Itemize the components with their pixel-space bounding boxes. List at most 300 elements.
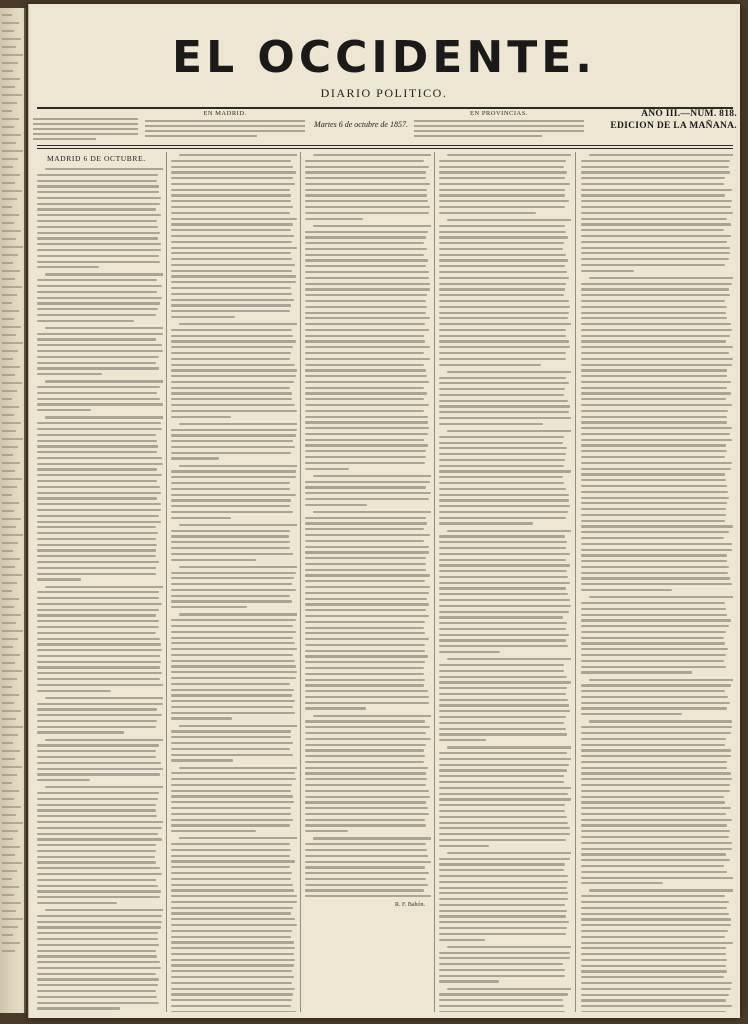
text-line [581, 189, 732, 191]
text-line [581, 970, 727, 972]
text-line [37, 678, 160, 680]
adjacent-page-line [2, 942, 20, 944]
text-line [581, 439, 732, 441]
text-line [581, 543, 732, 545]
text-line [439, 952, 570, 954]
text-line [581, 497, 729, 499]
text-line [581, 749, 731, 751]
text-line [305, 218, 363, 220]
text-line [45, 697, 163, 699]
text-line [439, 845, 489, 847]
text-line [305, 300, 426, 302]
text-line [37, 197, 161, 199]
text-line [305, 801, 426, 803]
subscription-conditions-box [33, 110, 138, 142]
text-line [305, 872, 429, 874]
text-line [581, 637, 724, 639]
text-line [171, 988, 295, 990]
adjacent-page-line [2, 862, 22, 864]
text-line [439, 570, 567, 572]
text-line [305, 855, 428, 857]
text-line [171, 287, 291, 289]
text-line [37, 833, 158, 835]
text-line [171, 275, 296, 277]
adjacent-page-line [2, 310, 19, 312]
text-line [581, 772, 731, 774]
text-line [305, 609, 426, 611]
text-line [171, 200, 291, 202]
text-line [37, 643, 161, 645]
text-line [37, 445, 158, 447]
text-line [305, 534, 430, 536]
text-line [439, 335, 566, 337]
text-line [171, 252, 291, 254]
text-line [581, 942, 733, 944]
text-line [45, 416, 163, 418]
text-line [313, 154, 431, 156]
text-line [37, 403, 163, 405]
text-line [171, 959, 295, 961]
text-line [171, 795, 293, 797]
text-line [305, 416, 428, 418]
text-line [171, 352, 291, 354]
text-line [37, 856, 155, 858]
text-line [581, 206, 731, 208]
text-line [171, 304, 291, 306]
text-line [581, 859, 730, 861]
text-line [37, 492, 161, 494]
text-line [37, 850, 156, 852]
text-line [171, 830, 256, 832]
text-line [305, 861, 431, 863]
text-line [439, 346, 570, 348]
text-line [37, 463, 163, 465]
text-line [171, 429, 297, 431]
text-line [439, 271, 567, 273]
text-line [581, 790, 730, 792]
adjacent-page-line [2, 582, 17, 584]
text-line [439, 704, 569, 706]
text-line [305, 392, 427, 394]
text-line [439, 1011, 565, 1012]
text-line [581, 819, 732, 821]
text-line [171, 583, 292, 585]
text-line [171, 235, 294, 237]
adjacent-page-line [2, 286, 22, 288]
text-line [305, 381, 429, 383]
text-line [581, 654, 726, 656]
text-line [581, 865, 724, 867]
text-line [37, 243, 161, 245]
text-line [305, 650, 425, 652]
text-line [439, 927, 567, 929]
adjacent-page-line [2, 950, 15, 952]
text-line [305, 784, 426, 786]
adjacent-page-line [2, 846, 20, 848]
text-line [171, 364, 295, 366]
text-line [581, 738, 726, 740]
text-line [581, 707, 727, 709]
text-line [179, 423, 297, 425]
adjacent-page-line [2, 494, 12, 496]
text-line [439, 423, 543, 425]
text-line [439, 535, 565, 537]
text-line [37, 544, 157, 546]
text-line [37, 955, 157, 957]
adjacent-page-line [2, 158, 18, 160]
text-line [581, 404, 732, 406]
adjacent-page-line [2, 694, 19, 696]
adjacent-page-line [2, 214, 19, 216]
text-line [305, 439, 424, 441]
text-line [581, 416, 727, 418]
text-line [171, 600, 292, 602]
text-line [305, 720, 425, 722]
text-line [171, 824, 290, 826]
adjacent-page-line [2, 294, 17, 296]
adjacent-page-line [2, 270, 20, 272]
provinces-box-title: EN PROVINCIAS. [470, 110, 528, 117]
text-line [305, 398, 424, 400]
text-line [439, 822, 568, 824]
text-line [305, 427, 429, 429]
text-line [439, 915, 566, 917]
text-line [581, 520, 725, 522]
adjacent-page-line [2, 806, 21, 808]
text-line [581, 335, 730, 337]
text-line [581, 642, 725, 644]
text-line [581, 577, 730, 579]
text-line [171, 488, 290, 490]
text-line [581, 807, 731, 809]
text-line [439, 189, 565, 191]
text-line [171, 410, 297, 412]
text-line [305, 843, 426, 845]
text-line [581, 306, 727, 308]
adjacent-page-line [2, 94, 22, 96]
text-line [305, 200, 428, 202]
text-line [171, 689, 294, 691]
adjacent-page-line [2, 38, 21, 40]
text-line [581, 392, 731, 394]
text-line [171, 392, 292, 394]
text-line [37, 672, 162, 674]
text-line [581, 352, 729, 354]
text-line [305, 673, 424, 675]
text-line [439, 622, 567, 624]
text-line [171, 712, 295, 714]
adjacent-page-line [2, 446, 18, 448]
text-line [447, 219, 571, 221]
text-line [37, 666, 160, 668]
text-line [581, 549, 732, 551]
text-line [581, 171, 730, 173]
text-line [171, 381, 294, 383]
text-line [581, 375, 727, 377]
text-line [171, 387, 290, 389]
text-line [37, 804, 156, 806]
text-line [439, 670, 564, 672]
adjacent-page-line [2, 574, 22, 576]
text-line [171, 982, 292, 984]
text-line [439, 645, 568, 647]
text-line [581, 853, 726, 855]
text-line [581, 288, 729, 290]
text-line [305, 206, 430, 208]
text-line [37, 237, 158, 239]
text-line [305, 569, 426, 571]
text-line [439, 875, 568, 877]
text-line [305, 498, 429, 500]
text-line [581, 485, 727, 487]
text-line [439, 541, 567, 543]
text-line [179, 524, 297, 526]
text-line [581, 229, 724, 231]
text-line [37, 703, 163, 705]
text-line [171, 999, 292, 1001]
text-line [439, 664, 564, 666]
text-line [581, 398, 726, 400]
text-line [581, 433, 730, 435]
text-line [37, 967, 161, 969]
text-line [581, 264, 725, 266]
text-line [305, 615, 429, 617]
text-line [305, 726, 430, 728]
text-line [305, 194, 427, 196]
adjacent-page-line [2, 542, 18, 544]
adjacent-page-line [2, 606, 14, 608]
adjacent-page-line [2, 62, 18, 64]
adjacent-page-line [2, 702, 14, 704]
text-line [171, 177, 293, 179]
text-line [37, 921, 162, 923]
text-line [305, 772, 426, 774]
text-line [37, 185, 159, 187]
text-line [37, 978, 159, 980]
text-line [581, 726, 732, 728]
text-line [439, 733, 567, 735]
text-line [171, 189, 290, 191]
text-line [581, 648, 728, 650]
text-line [305, 265, 426, 267]
text-line [305, 410, 424, 412]
text-line [439, 553, 570, 555]
text-line [581, 907, 727, 909]
text-line [37, 932, 158, 934]
text-line [37, 620, 159, 622]
text-line [305, 696, 429, 698]
text-line [305, 456, 426, 458]
text-line [439, 417, 571, 419]
text-line [171, 736, 291, 738]
text-line [305, 732, 426, 734]
adjacent-page-line [2, 326, 21, 328]
text-line [45, 327, 163, 329]
adjacent-page-line [2, 366, 20, 368]
text-line [171, 482, 290, 484]
text-line [439, 582, 570, 584]
text-line [171, 1011, 296, 1012]
text-line [589, 596, 733, 598]
text-line [439, 752, 567, 754]
adjacent-page-line [2, 886, 19, 888]
text-line [581, 602, 725, 604]
text-line [305, 707, 366, 709]
text-line [305, 528, 424, 530]
text-line [37, 885, 158, 887]
text-line [305, 866, 425, 868]
edition-name: EDICION DE LA MAÑANA. [610, 121, 737, 131]
text-line [171, 293, 292, 295]
adjacent-page-line [2, 630, 23, 632]
text-line [37, 174, 158, 176]
text-line [305, 517, 426, 519]
text-line [37, 655, 160, 657]
text-line [171, 895, 297, 897]
issue-date: Martes 6 de octubre de 1857. [314, 120, 408, 129]
text-line [179, 566, 297, 568]
text-line [439, 200, 569, 202]
adjacent-page-line [2, 750, 20, 752]
text-line [37, 226, 158, 228]
text-line [171, 665, 296, 667]
adjacent-page-line [2, 118, 19, 120]
adjacent-page-line [2, 486, 17, 488]
text-line [439, 798, 571, 800]
adjacent-page-line [2, 422, 21, 424]
text-line [581, 924, 731, 926]
text-line [305, 807, 428, 809]
text-line [439, 277, 569, 279]
text-line [581, 918, 731, 920]
text-line [305, 830, 348, 832]
text-line [439, 358, 566, 360]
text-line [37, 768, 163, 770]
masthead [29, 4, 740, 114]
text-line [305, 661, 425, 663]
text-line [581, 999, 726, 1001]
text-line [37, 961, 160, 963]
text-line [171, 281, 296, 283]
text-line [581, 177, 725, 179]
text-line [171, 878, 291, 880]
text-line [37, 708, 157, 710]
text-line [37, 503, 161, 505]
text-line [45, 273, 163, 275]
text-line [37, 392, 157, 394]
text-line [171, 619, 296, 621]
text-line [305, 317, 430, 319]
text-line [305, 259, 428, 261]
text-line [37, 532, 158, 534]
adjacent-page-line [2, 278, 15, 280]
text-line [171, 316, 235, 318]
text-line [439, 183, 570, 185]
adjacent-page-line [2, 710, 21, 712]
text-line [581, 387, 727, 389]
text-line [305, 546, 429, 548]
adjacent-page-line [2, 870, 17, 872]
text-line [305, 277, 429, 279]
text-line [439, 764, 569, 766]
text-line [37, 515, 159, 517]
text-line [171, 912, 291, 914]
text-line [439, 388, 565, 390]
text-line [305, 421, 428, 423]
text-line [581, 988, 731, 990]
text-line [581, 583, 732, 585]
text-line [439, 676, 567, 678]
text-line [581, 761, 727, 763]
text-line [439, 382, 569, 384]
text-line [37, 291, 157, 293]
text-line [37, 333, 163, 335]
text-line [439, 576, 568, 578]
text-line [37, 720, 157, 722]
text-line [171, 717, 232, 719]
adjacent-page-line [2, 262, 13, 264]
text-line [171, 813, 291, 815]
text-line [581, 444, 726, 446]
text-line [305, 254, 424, 256]
text-line [581, 252, 730, 254]
text-line [305, 790, 429, 792]
text-line [37, 838, 162, 840]
text-line [581, 1005, 732, 1007]
text-line [37, 661, 161, 663]
text-line [439, 559, 566, 561]
adjacent-page-line [2, 86, 15, 88]
text-line [37, 191, 159, 193]
adjacent-page-line [2, 302, 12, 304]
text-line [305, 306, 427, 308]
text-line [179, 767, 297, 769]
text-line [439, 616, 563, 618]
text-line [581, 732, 731, 734]
column-text [439, 154, 571, 1012]
text-line [37, 314, 156, 316]
text-line [171, 375, 296, 377]
text-line [581, 625, 729, 627]
newspaper-page [28, 4, 740, 1018]
text-line [171, 595, 290, 597]
text-line [439, 442, 563, 444]
text-line [171, 505, 290, 507]
text-line [439, 634, 569, 636]
text-line [37, 367, 159, 369]
text-line [439, 511, 568, 513]
text-line [439, 810, 565, 812]
text-line [305, 283, 430, 285]
text-line [171, 335, 293, 337]
text-line [581, 631, 726, 633]
text-line [171, 849, 291, 851]
adjacent-page-line [2, 14, 12, 16]
adjacent-page-line [2, 238, 16, 240]
text-line [439, 517, 566, 519]
text-line [305, 481, 430, 483]
text-line [313, 225, 431, 227]
article-signature: R. F. Bahón. [394, 902, 425, 909]
text-line [581, 462, 732, 464]
text-line [305, 335, 424, 337]
text-line [37, 350, 163, 352]
text-line [37, 614, 156, 616]
text-line [581, 194, 725, 196]
text-line [439, 505, 570, 507]
text-line [171, 807, 291, 809]
text-line [447, 530, 571, 532]
